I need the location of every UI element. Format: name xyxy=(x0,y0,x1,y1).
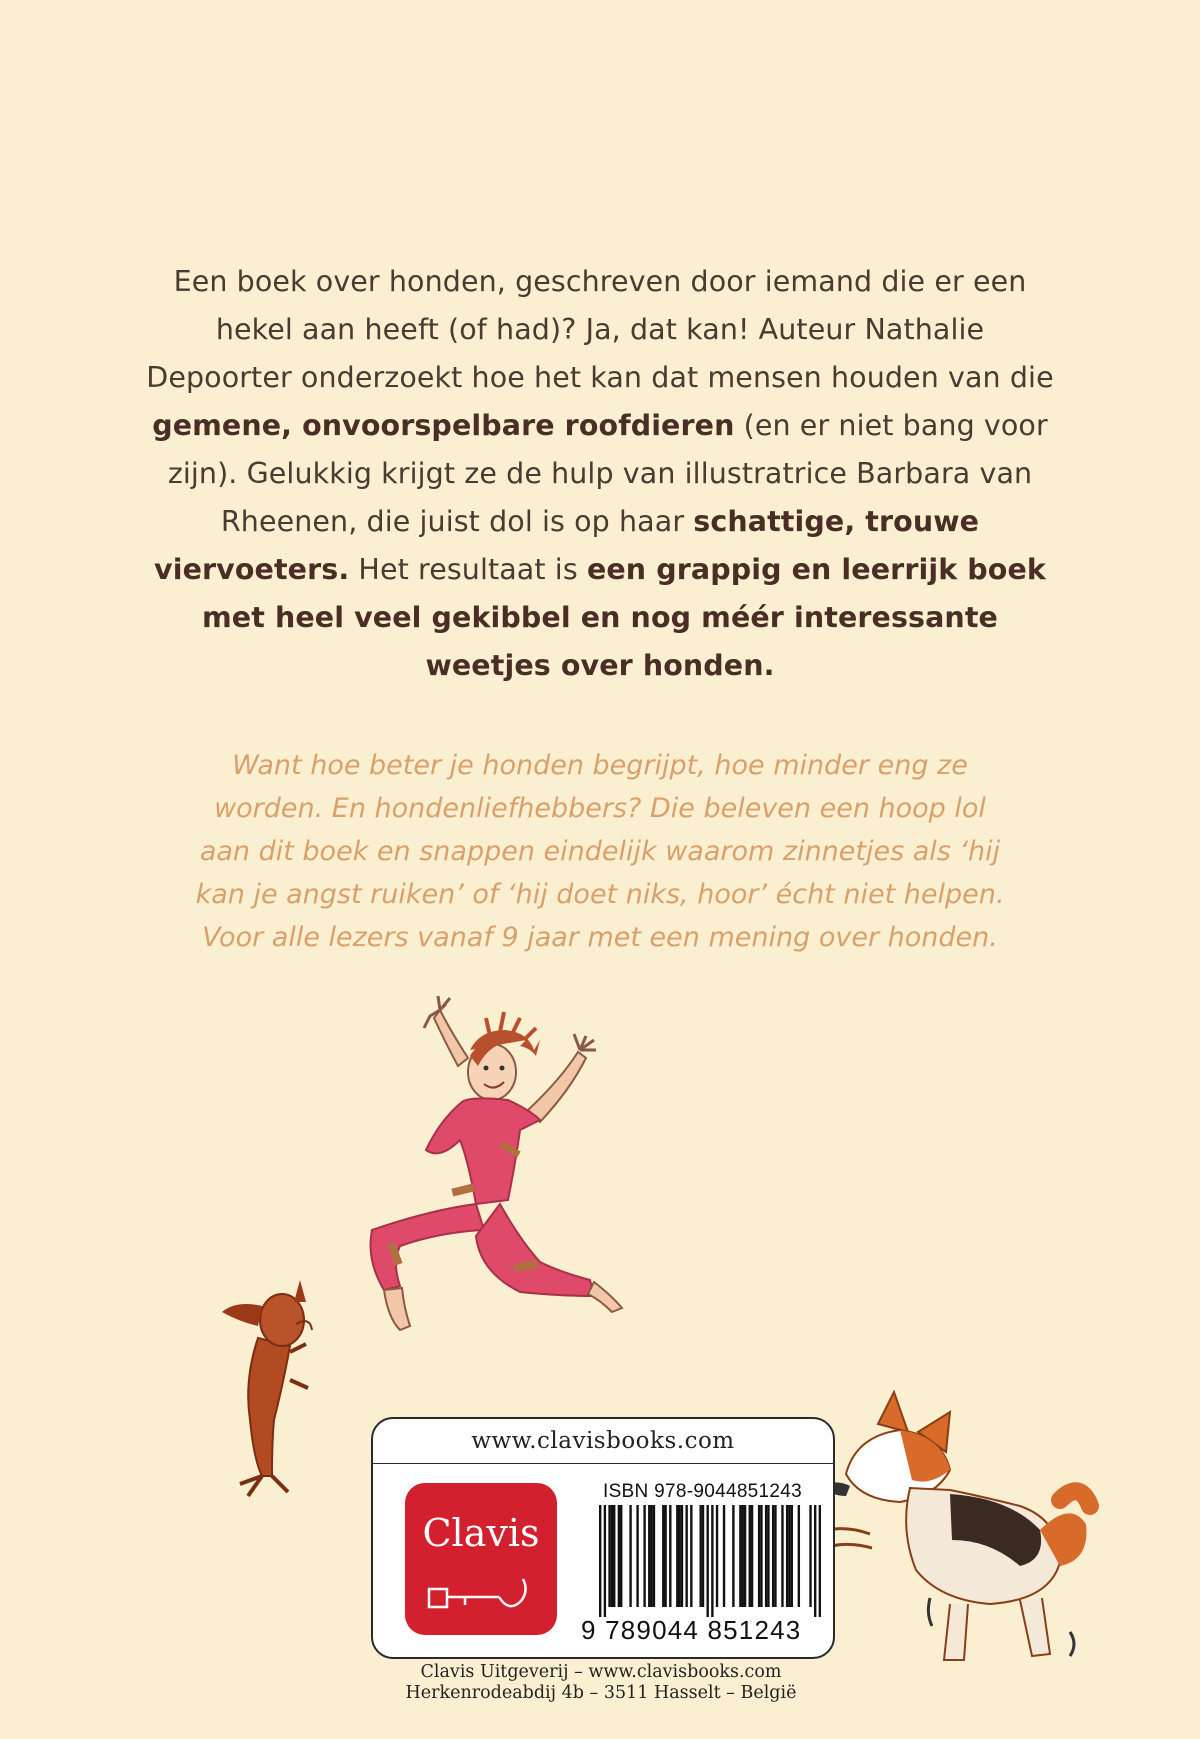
barcode-bar xyxy=(664,1505,666,1607)
barcode-bar xyxy=(742,1505,744,1607)
barcode-bar xyxy=(636,1505,638,1607)
barcode-bar xyxy=(819,1505,821,1617)
barcode-bar xyxy=(791,1505,793,1607)
barcode-bar xyxy=(643,1505,645,1607)
barcode xyxy=(599,1505,821,1617)
barcode-bar xyxy=(760,1505,762,1607)
publisher-website[interactable]: www.clavisbooks.com xyxy=(373,1419,833,1464)
barcode-bar xyxy=(699,1505,701,1607)
blurb-highlight: schattige, trouwe viervoeters. xyxy=(154,505,980,586)
blurb-segment: Een boek over honden, geschreven door iemand die er een hekel aan heeft (of had)? Ja, dat kan! Auteur Nathalie Depoorter onderzoekt hoe het kan dat mensen houden van die xyxy=(146,265,1054,394)
key-icon xyxy=(425,1571,537,1621)
ean-digits: 9 789044 851243 xyxy=(581,1615,802,1645)
barcode-bar xyxy=(604,1505,606,1617)
barcode-bar xyxy=(732,1505,734,1607)
blurb-highlight: gemene, onvoorspelbare roofdieren xyxy=(152,409,735,442)
imprint-line-1: Clavis Uitgeverij – www.clavisbooks.com xyxy=(420,1662,782,1682)
barcode-bar xyxy=(653,1505,655,1607)
girl-jumping-illustration xyxy=(371,996,623,1330)
barcode-bar xyxy=(767,1505,769,1607)
teaser-line: Want hoe beter je honden begrijpt, hoe minder eng ze xyxy=(232,750,968,781)
barcode-bar xyxy=(620,1505,622,1607)
barcode-panel xyxy=(371,1417,835,1659)
barcode-bar xyxy=(716,1505,718,1607)
barcode-bar xyxy=(662,1505,664,1607)
barcode-bar xyxy=(685,1505,687,1607)
barcode-bar xyxy=(765,1505,767,1607)
barcode-bar xyxy=(711,1505,713,1617)
barcode-bar xyxy=(608,1505,610,1607)
barcode-bar xyxy=(772,1505,774,1607)
blurb-highlight: een grappig en leerrijk boek met heel veel gekibbel en nog méér interessante weetjes over honden. xyxy=(202,553,1046,682)
barcode-bar xyxy=(723,1505,725,1607)
clavis-logo xyxy=(405,1483,557,1635)
barcode-bar xyxy=(648,1505,650,1607)
barcode-bar xyxy=(758,1505,760,1607)
barcode-bar xyxy=(739,1505,741,1607)
barcode-bar xyxy=(681,1505,683,1607)
barcode-bar xyxy=(786,1505,788,1607)
blurb-segment: (en er niet bang voor zijn). Gelukkig krijgt ze de hulp van illustratrice Barbara van Rheenen, die juist dol is op haar xyxy=(167,409,1048,538)
barcode-bar xyxy=(613,1505,615,1607)
barcode-bar xyxy=(809,1505,811,1607)
barcode-bar xyxy=(611,1505,613,1607)
teaser-line: worden. En hondenliefhebbers? Die beleven een hoop lol xyxy=(214,793,986,824)
barcode-bar xyxy=(706,1505,708,1617)
barcode-bar xyxy=(781,1505,783,1607)
barcode-bar xyxy=(690,1505,692,1607)
barcode-bar xyxy=(618,1505,620,1607)
barcode-bar xyxy=(599,1505,601,1617)
dachshund-illustration xyxy=(222,1280,312,1496)
blurb-segment: Het resultaat is xyxy=(349,553,587,586)
barcode-bar xyxy=(774,1505,776,1607)
barcode-bar xyxy=(629,1505,631,1607)
imprint-line-2: Herkenrodeabdij 4b – 3511 Hasselt – België xyxy=(405,1683,797,1703)
barcode-bar xyxy=(814,1505,816,1617)
barcode-bar xyxy=(751,1505,753,1607)
barcode-bar xyxy=(669,1505,671,1607)
barcode-bar xyxy=(749,1505,751,1607)
corgi-illustration xyxy=(826,1392,1090,1660)
barcode-bar xyxy=(650,1505,652,1607)
barcode-bar xyxy=(702,1505,704,1607)
barcode-bar xyxy=(788,1505,790,1607)
teaser-line: aan dit boek en snappen eindelijk waarom zinnetjes als ‘hij xyxy=(199,836,1001,867)
isbn-label: ISBN 978-9044851243 xyxy=(603,1481,803,1502)
barcode-bar xyxy=(798,1505,800,1607)
teaser-line: kan je angst ruiken’ of ‘hij doet niks, hoor’ écht niet helpen. xyxy=(195,879,1005,910)
publisher-imprint xyxy=(371,1662,831,1704)
barcode-bar xyxy=(678,1505,680,1607)
logo-text: Clavis xyxy=(422,1511,540,1555)
barcode-bar xyxy=(676,1505,678,1607)
barcode-bar xyxy=(744,1505,746,1607)
teaser-line: Voor alle lezers vanaf 9 jaar met een mening over honden. xyxy=(202,922,998,953)
